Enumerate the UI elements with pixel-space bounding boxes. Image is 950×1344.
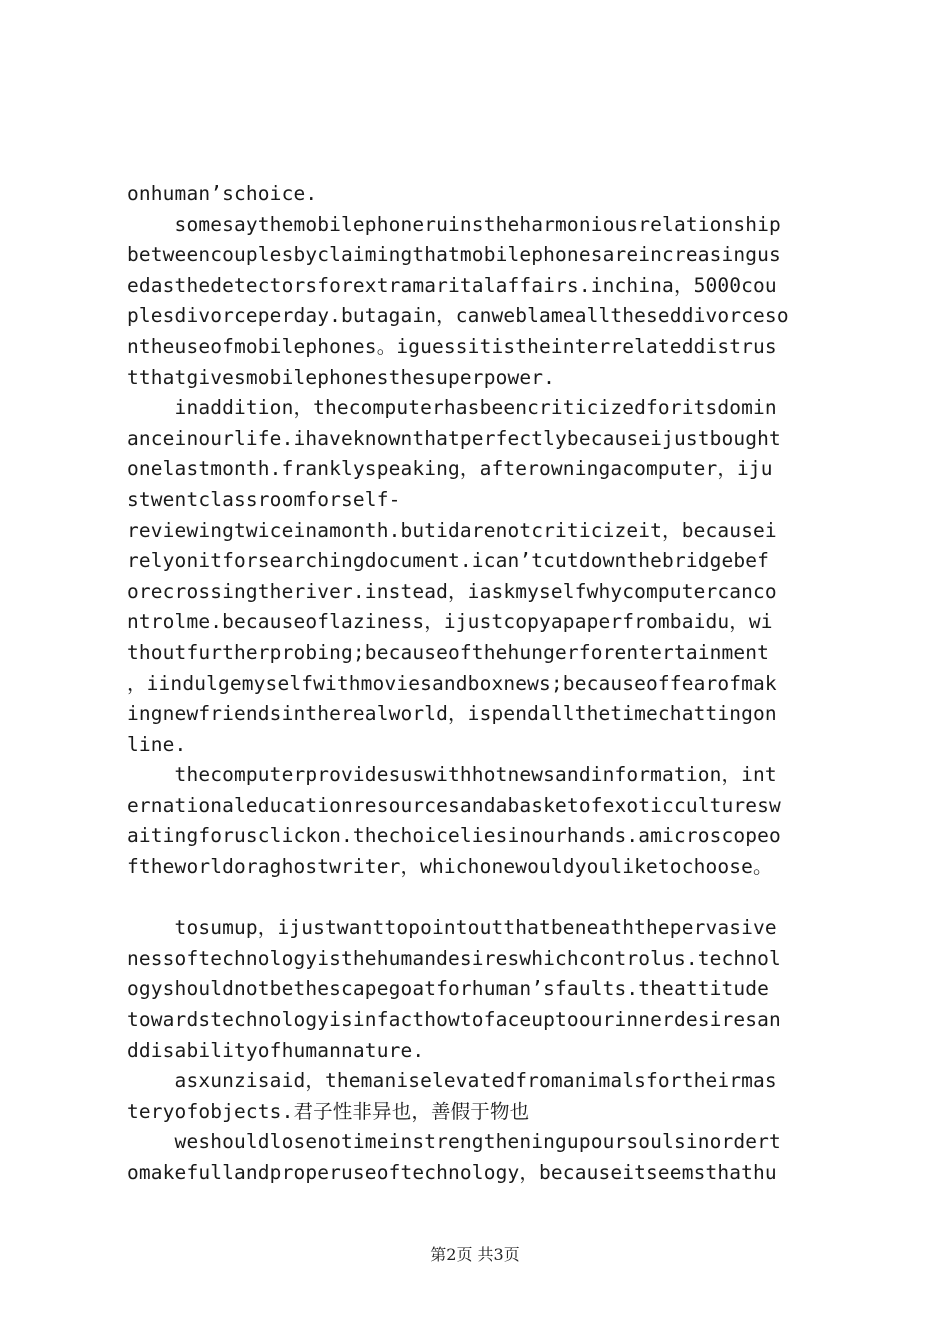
text-line: asxunzisaid，themaniselevatedfromanimalsfortheirmas (127, 1069, 777, 1093)
page-number-footer: 第2页 共3页 (430, 1245, 520, 1264)
text-line: somesaythemobilephoneruinstheharmoniousrelationship (127, 212, 781, 236)
text-line: nessoftechnologyisthehumandesireswhichcontrolus.technol (127, 946, 781, 970)
text-line: ddisabilityofhumannature. (127, 1038, 425, 1062)
text-line: orecrossingtheriver.instead，iaskmyselfwhycomputercanco (127, 579, 777, 603)
text-line: reviewingtwiceinamonth.butidarenotcriticizeit，becausei (127, 518, 777, 542)
body-text (127, 179, 837, 1189)
text-line: plesdivorceperday.butagain，canweblamealltheseddivorceso (127, 304, 789, 328)
text-line: edasthedetectorsforextramaritalaffairs.inchina，5000cou (127, 273, 777, 297)
text-line: towardstechnologyisinfacthowtofaceuptoourinnerdesiresan (127, 1008, 781, 1032)
text-line: weshouldlosenotimeinstrengtheningupoursoulsinordert (127, 1130, 781, 1154)
text-line: ftheworldoraghostwriter，whichonewouldyouliketochoose。 (127, 855, 773, 879)
blank-line (127, 883, 837, 914)
text-line: inaddition，thecomputerhasbeencriticizedforitsdomin (127, 396, 777, 420)
text-line: onhuman’schoice. (127, 182, 318, 205)
text-line: anceinourlife.ihaveknownthatperfectlybecauseijustbought (127, 426, 781, 450)
text-line: onelastmonth.franklyspeaking，afterowningacomputer，iju (127, 457, 773, 481)
text-line: ogyshouldnotbethescapegoatforhuman’sfaults.theattitude (127, 977, 770, 1001)
text-line: relyonitforsearchingdocument.ican’tcutdownthebridgebef (127, 549, 770, 573)
text-line: omakefullandproperuseoftechnology，becauseitseemsthathu (127, 1161, 777, 1184)
text-line: ntheuseofmobilephones。iguessitistheinterrelateddistrus (127, 334, 777, 358)
text-line: ingnewfriendsintherealworld，ispendallthetimechattingon (127, 702, 777, 726)
text-line: tosumup，ijustwanttopointoutthatbeneaththepervasive (127, 916, 777, 940)
text-line: thoutfurtherprobing;becauseofthehungerforentertainment (127, 640, 770, 664)
text-line: stwentclassroomforself- (127, 487, 401, 511)
text-line: line. (127, 732, 187, 756)
text-line: ，iindulgemyselfwithmoviesandboxnews;becauseoffearofmak (127, 671, 777, 695)
text-line: ernationaleducationresourcesandabasketofexoticculturesw (127, 793, 781, 817)
text-line: aitingforusclickon.thechoiceliesinourhands.amicroscopeo (127, 824, 781, 848)
text-line: thecomputerprovidesuswithhotnewsandinformation，int (127, 763, 777, 787)
text-line: tthatgivesmobilephonesthesuperpower. (127, 365, 556, 389)
text-line: ntrolme.becauseoflaziness，ijustcopyapaperfrombaidu，wi (127, 610, 773, 634)
text-line: teryofobjects.君子性非异也，善假于物也 (127, 1099, 530, 1123)
text-line: betweencouplesbyclaimingthatmobilephonesareincreasingus (127, 243, 781, 267)
